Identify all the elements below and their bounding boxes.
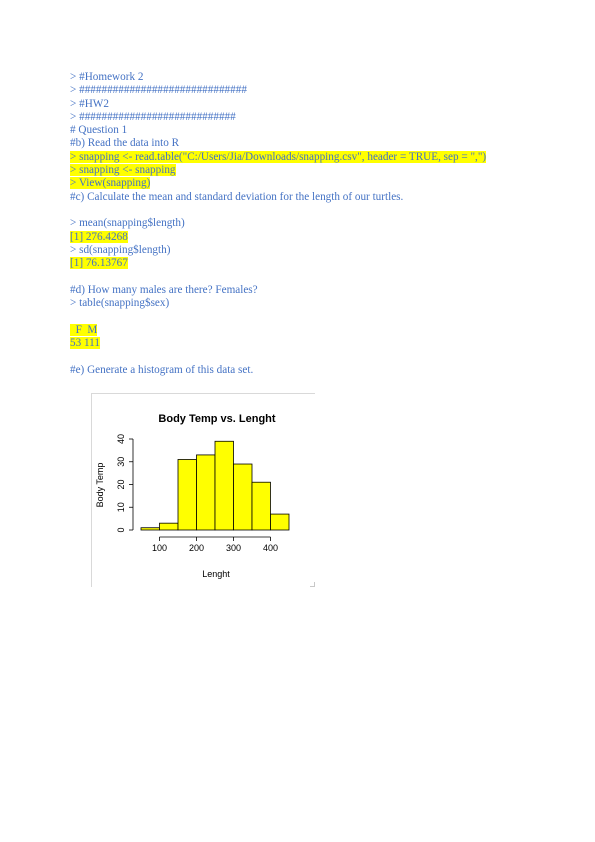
document-body <box>70 71 530 377</box>
code-line: > sd(snapping$length) <box>70 243 171 256</box>
histogram-bar <box>197 455 216 530</box>
x-tick-label: 200 <box>188 543 205 553</box>
resize-handle-icon <box>310 582 315 587</box>
blank-line <box>70 350 530 363</box>
code-line: > ############################## <box>70 84 247 97</box>
code-line: > mean(snapping$length) <box>70 217 185 230</box>
table-values-output: 53 111 <box>70 336 100 349</box>
comment-line: #c) Calculate the mean and standard deviation for the length of our turtles. <box>70 190 404 203</box>
histogram-bars <box>141 441 289 530</box>
histogram-bar <box>234 464 253 530</box>
x-tick-label: 400 <box>262 543 279 553</box>
highlighted-output-line: [1] 276.4268 <box>70 230 128 243</box>
y-tick-label: 10 <box>116 502 126 513</box>
highlighted-code-line: > snapping <- snapping <box>70 164 176 177</box>
histogram-bar <box>141 528 160 530</box>
highlighted-code-line: > View(snapping) <box>70 177 151 190</box>
blank-line <box>70 204 530 217</box>
x-axis <box>152 537 278 553</box>
code-line: > #HW2 <box>70 97 109 110</box>
y-tick-label: 0 <box>116 527 126 533</box>
comment-line: # Question 1 <box>70 124 128 137</box>
y-axis <box>116 434 133 533</box>
comment-line: #e) Generate a histogram of this data set. <box>70 363 254 376</box>
chart-title: Body Temp vs. Lenght <box>158 413 276 425</box>
histogram-chart <box>92 394 315 587</box>
blank-line <box>70 310 530 323</box>
table-header-output: F M <box>70 323 98 336</box>
code-line: > #Homework 2 <box>70 71 144 83</box>
y-tick-label: 40 <box>116 433 126 445</box>
blank-line <box>70 270 530 283</box>
x-tick-label: 300 <box>225 543 242 553</box>
highlighted-output-line: [1] 76.13767 <box>70 257 128 270</box>
histogram-bar <box>178 459 197 530</box>
histogram-bar <box>271 514 290 530</box>
comment-line: #d) How many males are there? Females? <box>70 283 258 296</box>
x-tick-label: 100 <box>151 543 168 553</box>
histogram-figure <box>91 393 315 587</box>
histogram-bar <box>160 523 179 530</box>
histogram-bar <box>215 441 234 530</box>
code-line: > table(snapping$sex) <box>70 297 170 310</box>
y-axis-label: Body Temp <box>95 462 105 508</box>
x-axis-label: Lenght <box>202 569 230 579</box>
code-line: > ############################ <box>70 110 236 123</box>
histogram-bar <box>252 482 271 530</box>
y-tick-label: 20 <box>116 479 126 490</box>
y-tick-label: 30 <box>116 456 126 467</box>
comment-line: #b) Read the data into R <box>70 137 180 150</box>
highlighted-code-line: > snapping <- read.table("C:/Users/Jia/Downloads/snapping.csv", header = TRUE, sep = ",") <box>70 150 487 163</box>
